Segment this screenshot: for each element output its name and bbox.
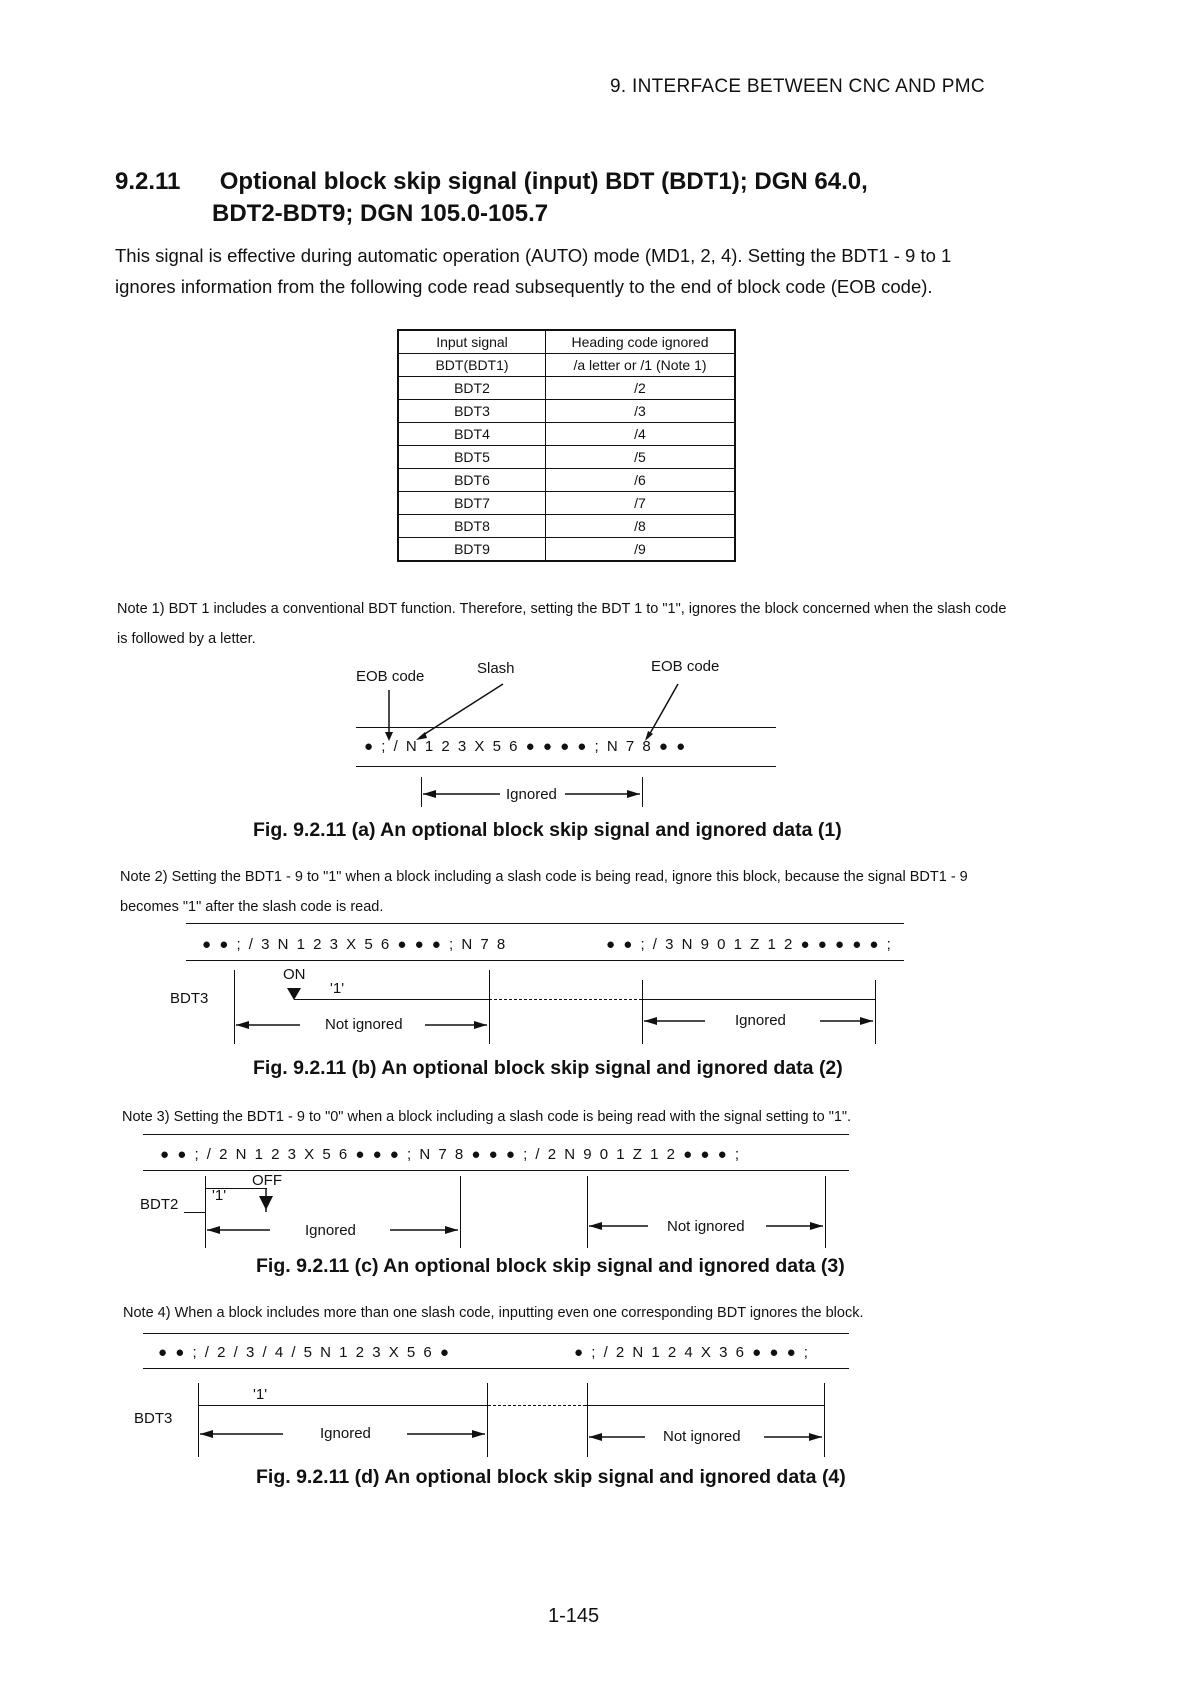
table-cell: BDT5 (398, 446, 546, 469)
table-cell: /8 (546, 515, 736, 538)
fig-b-not-ignored-label: Not ignored (325, 1016, 403, 1033)
note-4: Note 4) When a block includes more than one slash code, inputting even one corresponding BDT ignores the block. (123, 1305, 864, 1321)
table-cell: BDT8 (398, 515, 546, 538)
section-number: 9.2.11 (115, 168, 181, 195)
table-cell: /4 (546, 423, 736, 446)
table-header: Heading code ignored (546, 330, 736, 354)
fig-b-sequence-left: ● ● ; / 3 N 1 2 3 X 5 6 ● ● ● ; N 7 8 (202, 936, 508, 953)
fig-c-one-label: '1' (212, 1187, 227, 1204)
fig-a-caption: Fig. 9.2.11 (a) An optional block skip signal and ignored data (1) (253, 819, 842, 841)
note-2: Note 2) Setting the BDT1 - 9 to "1" when a block including a slash code is being read, ignore this block, because the signal BDT1 - 9 becomes "1" after the slash code is read. (120, 869, 968, 915)
fig-b-one-label: '1' (330, 980, 345, 997)
page-number: 1-145 (548, 1605, 600, 1627)
table-cell: /9 (546, 538, 736, 562)
eob-code-label-right: EOB code (651, 658, 720, 675)
fig-c-off-label: OFF (252, 1172, 282, 1189)
fig-c-caption: Fig. 9.2.11 (c) An optional block skip signal and ignored data (3) (256, 1255, 845, 1277)
table-cell: /7 (546, 492, 736, 515)
intro-paragraph: This signal is effective during automatic operation (AUTO) mode (MD1, 2, 4). Setting the BDT1 - 9 to 1 ignores information from the following code read subsequently to the end of block code (EOB code). (115, 245, 952, 297)
fig-b-ignored-label: Ignored (735, 1012, 786, 1029)
fig-c-sequence: ● ● ; / 2 N 1 2 3 X 5 6 ● ● ● ; N 7 8 ● ● ● ; / 2 N 9 0 1 Z 1 2 ● ● ● ; (160, 1146, 741, 1163)
fig-b-on-label: ON (283, 966, 306, 983)
fig-d-signal-label: BDT3 (134, 1410, 173, 1427)
table-cell: /5 (546, 446, 736, 469)
note-3: Note 3) Setting the BDT1 - 9 to "0" when a block including a slash code is being read with the signal setting to "1". (122, 1109, 852, 1125)
fig-a-sequence: ● ; / N 1 2 3 X 5 6 ● ● ● ● ; N 7 8 ● ● (364, 738, 688, 755)
chapter-header: 9. INTERFACE BETWEEN CNC AND PMC (610, 76, 985, 97)
fig-c-ignored-label: Ignored (305, 1222, 356, 1239)
table-cell: /6 (546, 469, 736, 492)
fig-c-not-ignored-label: Not ignored (667, 1218, 745, 1235)
fig-b-signal-label: BDT3 (170, 990, 209, 1007)
note-1: Note 1) BDT 1 includes a conventional BDT function. Therefore, setting the BDT 1 to "1", ignores the block concerned when the slash code is followed by a letter. (117, 601, 1007, 647)
table-cell: BDT9 (398, 538, 546, 562)
fig-c-signal-label: BDT2 (140, 1196, 179, 1213)
table-cell: BDT3 (398, 400, 546, 423)
table-header: Input signal (398, 330, 546, 354)
section-title-line1: Optional block skip signal (input) BDT (BDT1); DGN 64.0, (219, 168, 868, 195)
fig-d-one-label: '1' (253, 1386, 268, 1403)
slash-label: Slash (477, 660, 515, 677)
fig-a-ignored-label: Ignored (506, 786, 557, 803)
fig-d-ignored-label: Ignored (320, 1425, 371, 1442)
fig-d-sequence-left: ● ● ; / 2 / 3 / 4 / 5 N 1 2 3 X 5 6 ● (158, 1344, 451, 1361)
fig-d-not-ignored-label: Not ignored (663, 1428, 741, 1445)
table-cell: BDT4 (398, 423, 546, 446)
table-cell: BDT6 (398, 469, 546, 492)
table-cell: /a letter or /1 (Note 1) (546, 354, 736, 377)
table-cell: BDT7 (398, 492, 546, 515)
fig-d-sequence-right: ● ; / 2 N 1 2 4 X 3 6 ● ● ● ; (574, 1344, 810, 1361)
fig-b-sequence-right: ● ● ; / 3 N 9 0 1 Z 1 2 ● ● ● ● ● ; (606, 936, 893, 953)
fig-b-caption: Fig. 9.2.11 (b) An optional block skip signal and ignored data (2) (253, 1057, 843, 1079)
table-cell: /3 (546, 400, 736, 423)
section-title-line2: BDT2-BDT9; DGN 105.0-105.7 (212, 200, 549, 227)
table-cell: BDT(BDT1) (398, 354, 546, 377)
table-cell: BDT2 (398, 377, 546, 400)
eob-code-label-left: EOB code (356, 668, 425, 685)
table-cell: /2 (546, 377, 736, 400)
fig-d-caption: Fig. 9.2.11 (d) An optional block skip signal and ignored data (4) (256, 1466, 846, 1488)
